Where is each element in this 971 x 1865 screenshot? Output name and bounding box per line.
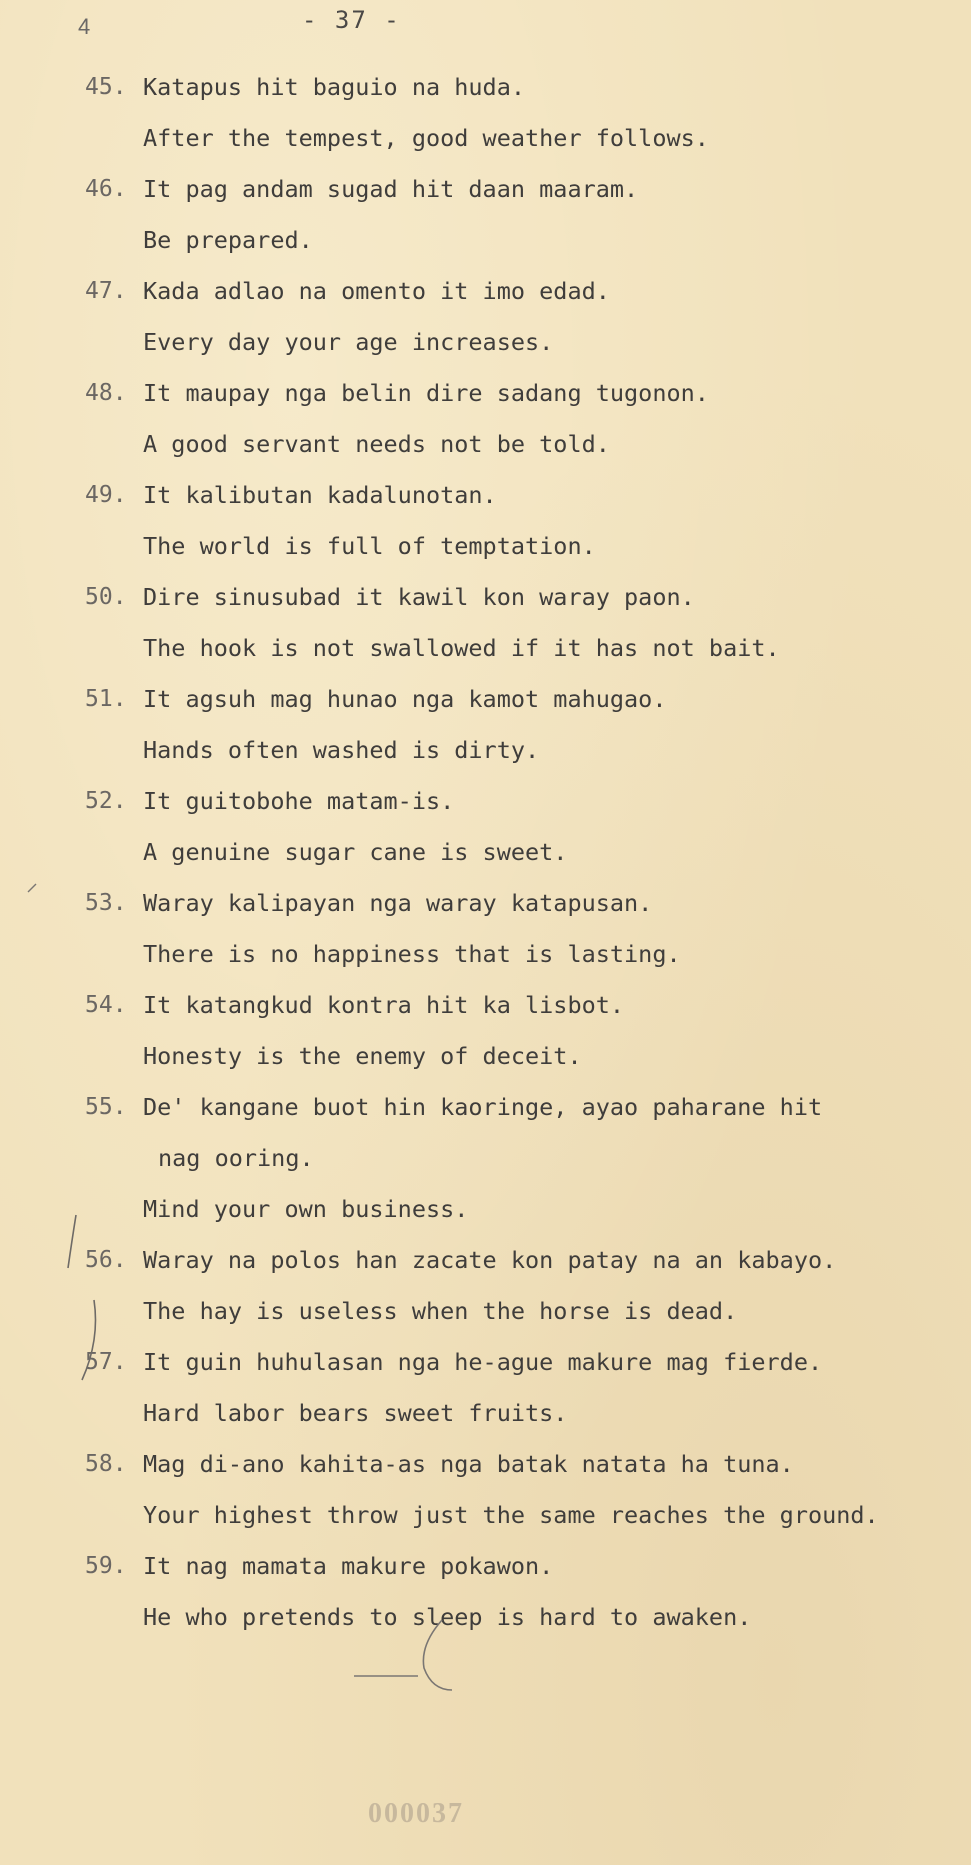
waray-text: Kada adlao na omento it imo edad. — [143, 277, 610, 305]
waray-text: Dire sinusubad it kawil kon waray paon. — [143, 583, 695, 611]
english-translation: After the tempest, good weather follows. — [143, 124, 709, 152]
english-translation: The hook is not swallowed if it has not bait. — [143, 634, 780, 662]
proverb-number: 48. — [85, 380, 127, 406]
english-translation: A good servant needs not be told. — [143, 430, 610, 458]
english-translation: The hay is useless when the horse is dead. — [143, 1297, 738, 1325]
english-translation: A genuine sugar cane is sweet. — [143, 838, 568, 866]
waray-text: nag ooring. — [158, 1144, 314, 1172]
proverb-number: 58. — [85, 1451, 127, 1477]
waray-text: Mag di-ano kahita-as nga batak natata ha tuna. — [143, 1450, 794, 1478]
english-translation: Every day your age increases. — [143, 328, 554, 356]
english-translation: He who pretends to sleep is hard to awaken. — [143, 1603, 752, 1631]
proverb-number: 51. — [85, 686, 127, 712]
english-translation: Hard labor bears sweet fruits. — [143, 1399, 568, 1427]
archive-stamp: 000037 — [368, 1798, 464, 1829]
proverb-number: 52. — [85, 788, 127, 814]
english-translation: Mind your own business. — [143, 1195, 469, 1223]
waray-text: It pag andam sugad hit daan maaram. — [143, 175, 639, 203]
proverb-number: 50. — [85, 584, 127, 610]
english-translation: Hands often washed is dirty. — [143, 736, 540, 764]
waray-text: Katapus hit baguio na huda. — [143, 73, 526, 101]
proverb-number: 54. — [85, 992, 127, 1018]
proverb-number: 45. — [85, 74, 127, 100]
waray-text: It guitobohe matam-is. — [143, 787, 455, 815]
proverb-number: 57. — [85, 1349, 127, 1375]
proverb-number: 56. — [85, 1247, 127, 1273]
waray-text: It guin huhulasan nga he-ague makure mag fierde. — [143, 1348, 823, 1376]
page-number: - 37 - — [302, 6, 401, 34]
waray-text: It kalibutan kadalunotan. — [143, 481, 497, 509]
english-translation: Your highest throw just the same reaches the ground. — [143, 1501, 879, 1529]
waray-text: Waray na polos han zacate kon patay na an kabayo. — [143, 1246, 837, 1274]
english-translation: The world is full of temptation. — [143, 532, 596, 560]
proverb-number: 53. — [85, 890, 127, 916]
proverb-number: 46. — [85, 176, 127, 202]
proverb-number: 55. — [85, 1094, 127, 1120]
english-translation: There is no happiness that is lasting. — [143, 940, 681, 968]
corner-page-mark: 4 — [78, 14, 91, 39]
proverb-number: 49. — [85, 482, 127, 508]
waray-text: It agsuh mag hunao nga kamot mahugao. — [143, 685, 667, 713]
english-translation: Honesty is the enemy of deceit. — [143, 1042, 582, 1070]
waray-text: It katangkud kontra hit ka lisbot. — [143, 991, 625, 1019]
proverb-number: 59. — [85, 1553, 127, 1579]
waray-text: It maupay nga belin dire sadang tugonon. — [143, 379, 709, 407]
waray-text: It nag mamata makure pokawon. — [143, 1552, 554, 1580]
waray-text: De' kangane buot hin kaoringe, ayao paharane hit — [143, 1093, 823, 1121]
proverb-number: 47. — [85, 278, 127, 304]
waray-text: Waray kalipayan nga waray katapusan. — [143, 889, 653, 917]
english-translation: Be prepared. — [143, 226, 313, 254]
